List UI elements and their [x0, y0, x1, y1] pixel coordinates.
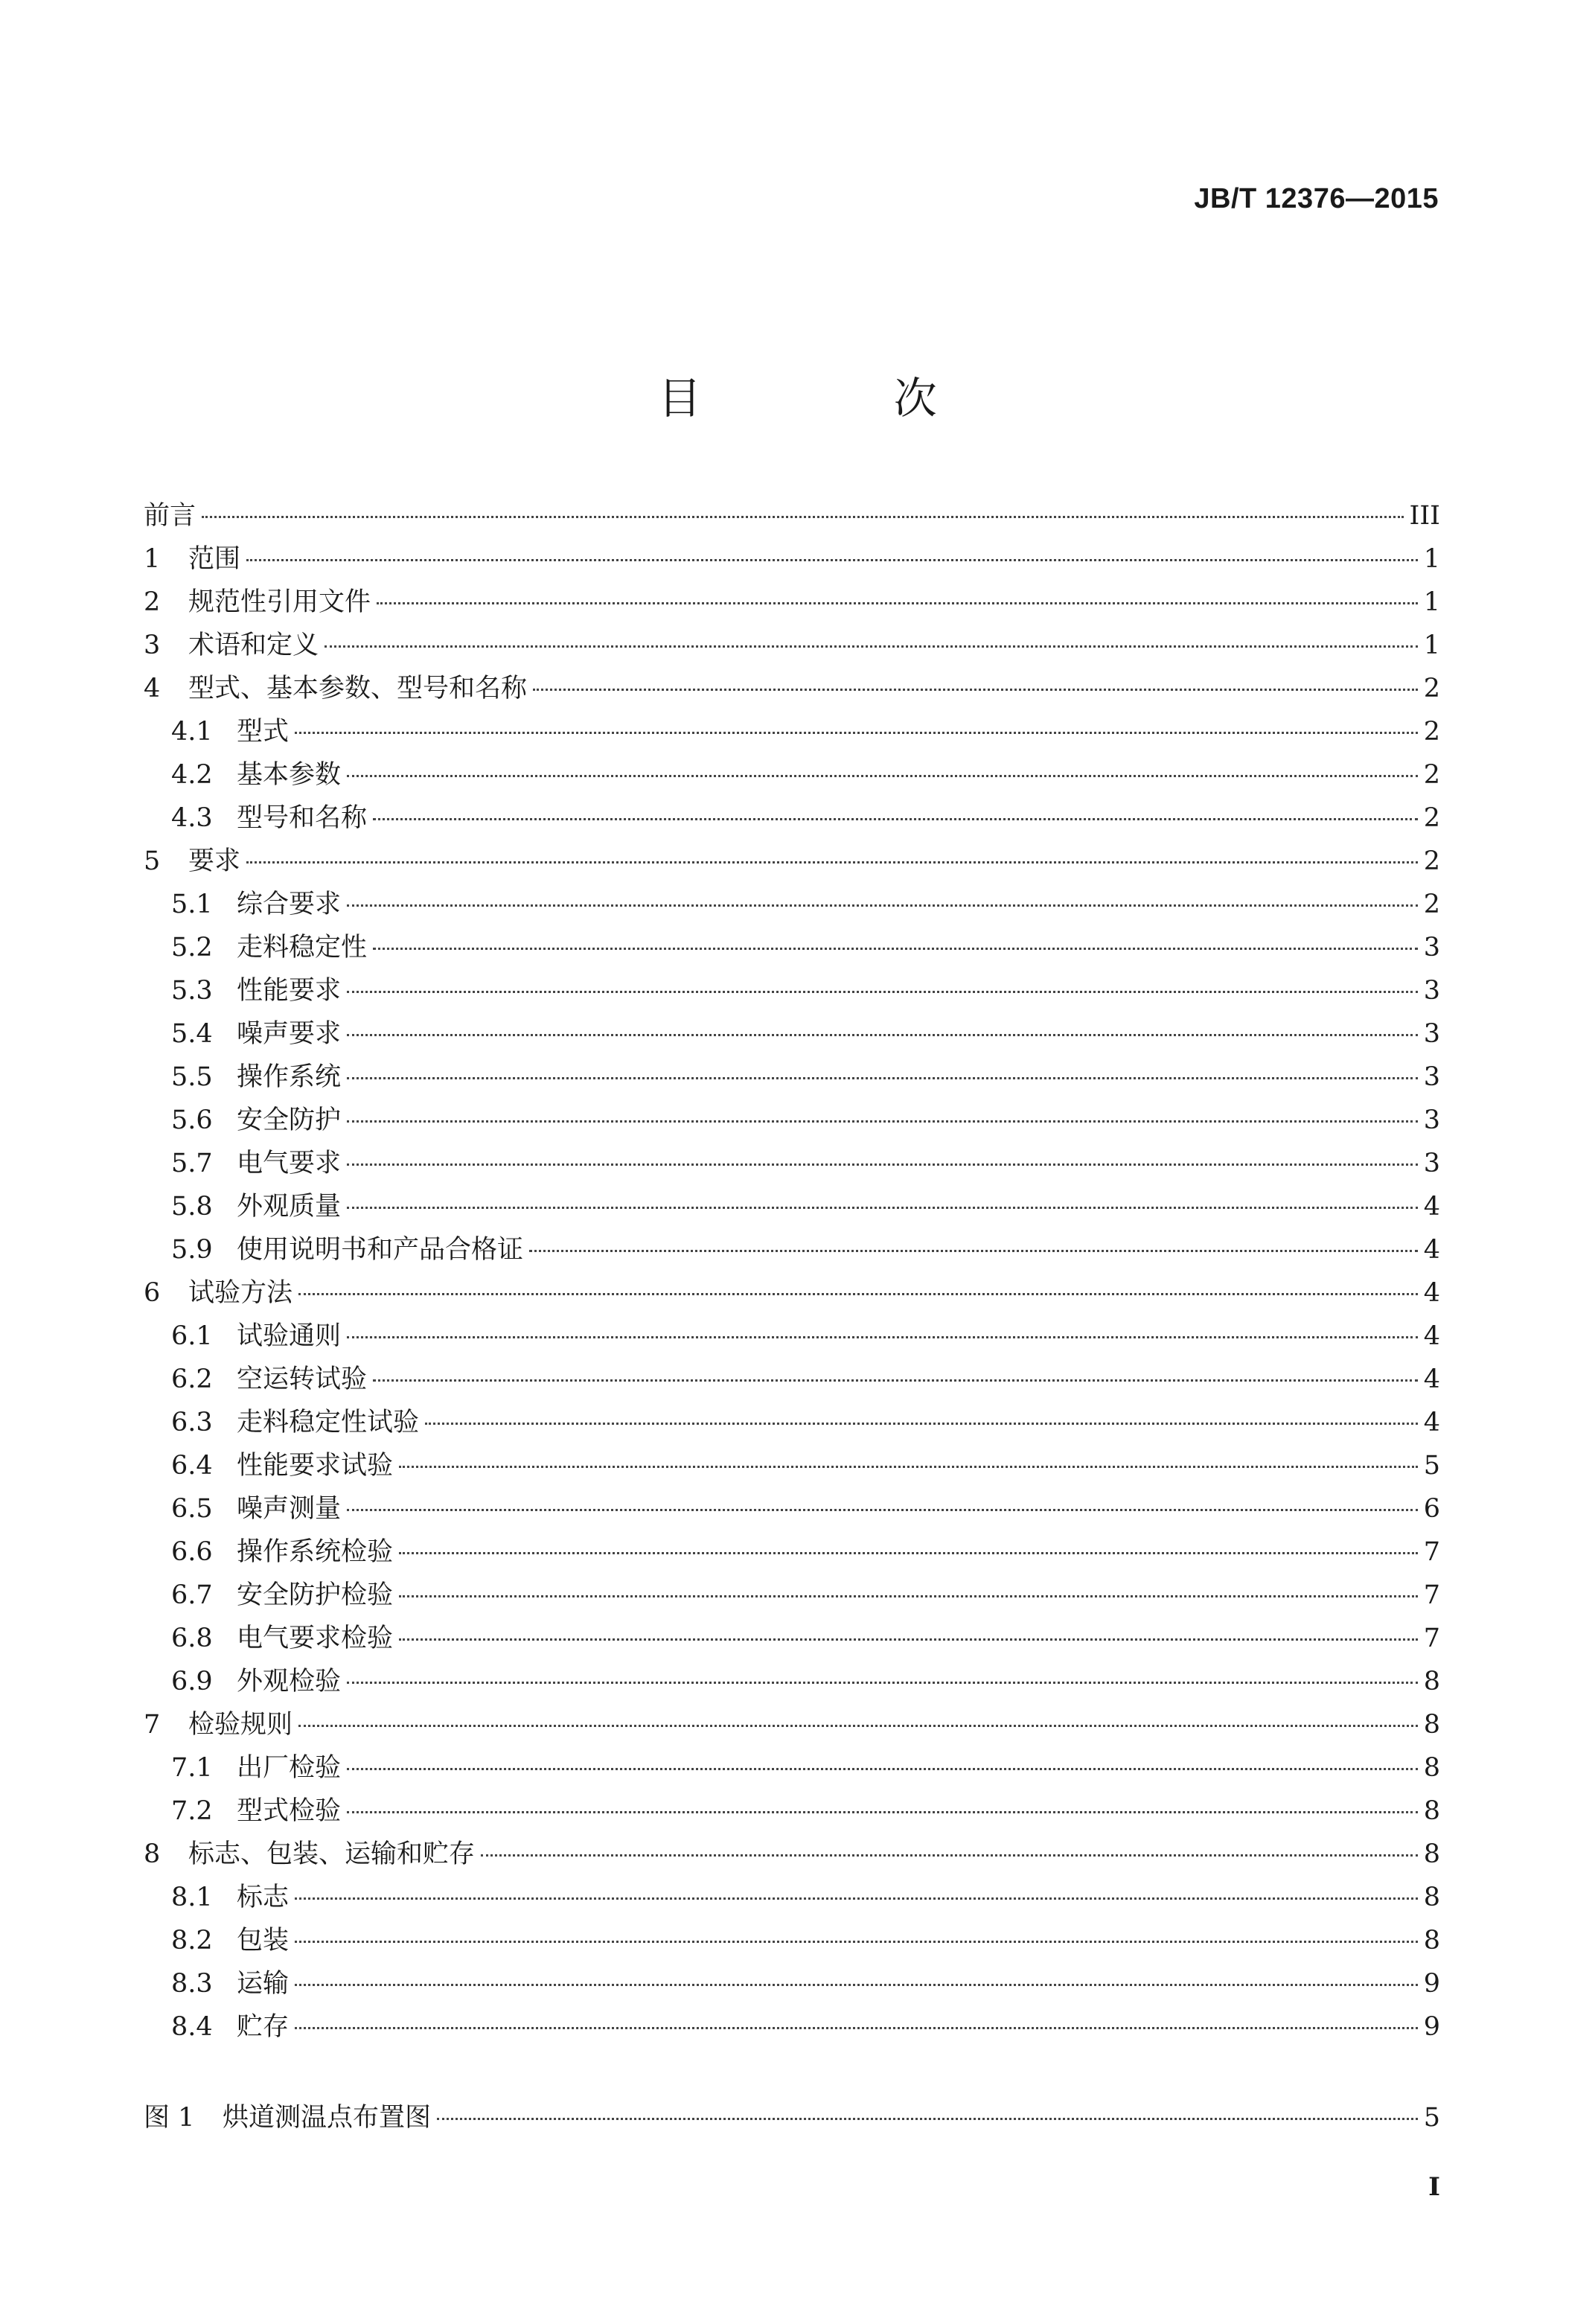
dot-leader: [295, 2027, 1418, 2029]
toc-entry-number: 7.1: [171, 1753, 213, 1783]
toc-entry-title: 外观质量: [237, 1192, 342, 1222]
toc-entry[interactable]: [144, 1703, 1440, 1746]
toc-entry-title: 标志、包装、运输和贮存: [188, 1839, 476, 1869]
toc-entry-title: 综合要求: [237, 890, 342, 919]
toc-entry[interactable]: [144, 883, 1440, 926]
toc-entry-number: 5.1: [171, 890, 213, 919]
toc-entry-page: 3: [1423, 1105, 1440, 1135]
toc-entry-number: 8.3: [171, 1969, 213, 1999]
dot-leader: [246, 559, 1418, 561]
toc-entry-page: 3: [1423, 1019, 1440, 1049]
toc-entry-title: 使用说明书和产品合格证: [237, 1235, 524, 1265]
toc-entry-number: 4.3: [171, 803, 213, 833]
toc-entry-page: 9: [1423, 2012, 1440, 2042]
toc-entry[interactable]: [144, 1012, 1440, 1056]
dot-leader: [533, 689, 1418, 691]
toc-entry-number: 5: [144, 846, 161, 876]
toc-entry-number: 5.9: [171, 1235, 213, 1265]
toc-entry[interactable]: [144, 797, 1440, 840]
toc-entry-title: 要求: [188, 846, 241, 876]
toc-entry-number: 6.5: [171, 1494, 213, 1524]
toc-entry-page: III: [1409, 501, 1440, 531]
toc-entry-page: 7: [1423, 1537, 1440, 1567]
dot-leader: [347, 1034, 1418, 1036]
toc-entry-number: 8.1: [171, 1883, 213, 1912]
dot-leader: [347, 1509, 1418, 1511]
toc-entry[interactable]: [144, 1185, 1440, 1228]
toc-entry-number: 5.8: [171, 1192, 213, 1222]
toc-entry-page: 4: [1423, 1192, 1440, 1222]
toc-entry-page: 7: [1423, 1580, 1440, 1610]
toc-entry[interactable]: [144, 969, 1440, 1012]
toc-entry-number: 5.3: [171, 976, 213, 1006]
toc-entry[interactable]: [144, 581, 1440, 624]
toc-entry[interactable]: [144, 537, 1440, 581]
toc-entry-page: 8: [1423, 1839, 1440, 1869]
dot-leader: [347, 1336, 1418, 1338]
toc-entry[interactable]: [144, 1099, 1440, 1142]
toc-entry-title: 性能要求: [237, 976, 342, 1006]
dot-leader: [347, 1163, 1418, 1166]
toc-entry[interactable]: [144, 1315, 1440, 1358]
toc-entry-title: 检验规则: [188, 1710, 293, 1740]
toc-entry-number: 4.1: [171, 717, 213, 747]
toc-entry-number: 2: [144, 587, 161, 617]
toc-entry-page: 3: [1423, 933, 1440, 963]
figure-title: 烘道测温点布置图: [223, 2103, 432, 2133]
dot-leader: [529, 1250, 1418, 1252]
toc-entry-number: 5.2: [171, 933, 213, 963]
toc-entry[interactable]: [144, 753, 1440, 797]
toc-entry-number: 4.2: [171, 760, 213, 790]
toc-entry-number: 6.6: [171, 1537, 213, 1567]
dot-leader: [399, 1638, 1418, 1641]
toc-entry-number: 6.9: [171, 1667, 213, 1696]
toc-entry[interactable]: [144, 1444, 1440, 1487]
toc-entry-number: 4: [144, 674, 161, 703]
toc-entry-title: 运输: [237, 1969, 290, 1999]
dot-leader: [325, 645, 1418, 648]
toc-entry-title: 基本参数: [237, 760, 342, 790]
toc-entry-number: 5.6: [171, 1105, 213, 1135]
toc-entry[interactable]: [144, 667, 1440, 710]
toc-entry-number: 7.2: [171, 1796, 213, 1826]
dot-leader: [298, 1725, 1418, 1727]
toc-entry-number: 5.4: [171, 1019, 213, 1049]
toc-entry-title: 规范性引用文件: [188, 587, 371, 617]
toc-entry-title: 范围: [188, 544, 241, 574]
toc-entry-number: 6.4: [171, 1451, 213, 1481]
toc-entry[interactable]: [144, 1228, 1440, 1271]
toc-entry-title: 型式检验: [237, 1796, 342, 1826]
toc-entry-number: 3: [144, 631, 161, 660]
dot-leader: [373, 948, 1418, 950]
toc-entry-title: 外观检验: [237, 1667, 342, 1696]
dot-leader: [347, 904, 1418, 907]
toc-entry-title: 型式、基本参数、型号和名称: [188, 674, 528, 703]
toc-entry-number: 5.5: [171, 1062, 213, 1092]
toc-entry-number: 1: [144, 544, 161, 574]
figure-entry[interactable]: [144, 2096, 1440, 2139]
toc-entry[interactable]: [144, 1358, 1440, 1401]
toc-entry-number: 8.2: [171, 1926, 213, 1956]
toc-entry[interactable]: [144, 1617, 1440, 1660]
toc-entry-number: 6.7: [171, 1580, 213, 1610]
toc-heading: 目 次: [658, 373, 1026, 424]
toc-entry-number: 7: [144, 1710, 161, 1740]
dot-leader: [377, 602, 1418, 604]
dot-leader: [481, 1854, 1418, 1857]
toc-entry-title: 操作系统: [237, 1062, 342, 1092]
toc-entry-title: 电气要求: [237, 1149, 342, 1178]
toc-entry[interactable]: [144, 2005, 1440, 2049]
toc-entry-title: 试验方法: [188, 1278, 293, 1308]
toc-entry[interactable]: [144, 1746, 1440, 1790]
dot-leader: [399, 1595, 1418, 1597]
toc-entry-title: 安全防护检验: [237, 1580, 394, 1610]
dot-leader: [399, 1466, 1418, 1468]
dot-leader: [295, 1897, 1418, 1900]
toc-entry[interactable]: [144, 1876, 1440, 1919]
toc-entry-title: 走料稳定性试验: [237, 1408, 420, 1437]
toc-entry-page: 4: [1423, 1235, 1440, 1265]
toc-entry-page: 8: [1423, 1796, 1440, 1826]
toc-entry-page: 2: [1423, 803, 1440, 833]
dot-leader: [399, 1552, 1418, 1554]
table-of-contents: [144, 494, 1440, 2049]
toc-entry-title: 标志: [237, 1883, 290, 1912]
toc-entry-page: 4: [1423, 1364, 1440, 1394]
toc-entry[interactable]: [144, 840, 1440, 883]
toc-entry-title: 性能要求试验: [237, 1451, 394, 1481]
dot-leader: [202, 516, 1404, 518]
dot-leader: [425, 1423, 1418, 1425]
dot-leader: [437, 2118, 1418, 2120]
dot-leader: [373, 1379, 1418, 1382]
toc-entry-page: 8: [1423, 1753, 1440, 1783]
dot-leader: [347, 1682, 1418, 1684]
toc-entry-title: 包装: [237, 1926, 290, 1956]
toc-entry[interactable]: [144, 1790, 1440, 1833]
dot-leader: [347, 1120, 1418, 1123]
toc-entry-title: 出厂检验: [237, 1753, 342, 1783]
dot-leader: [246, 861, 1418, 863]
dot-leader: [347, 991, 1418, 993]
toc-entry-title: 试验通则: [237, 1321, 342, 1351]
toc-entry-title: 空运转试验: [237, 1364, 368, 1394]
dot-leader: [347, 1768, 1418, 1770]
toc-entry[interactable]: [144, 1660, 1440, 1703]
toc-entry-title: 型式: [237, 717, 290, 747]
toc-entry-number: 5.7: [171, 1149, 213, 1178]
toc-entry[interactable]: [144, 1574, 1440, 1617]
toc-entry-title: 型号和名称: [237, 803, 368, 833]
dot-leader: [347, 775, 1418, 777]
dot-leader: [347, 1207, 1418, 1209]
toc-entry-page: 8: [1423, 1883, 1440, 1912]
toc-entry-page: 4: [1423, 1321, 1440, 1351]
toc-entry-title: 电气要求检验: [237, 1624, 394, 1653]
dot-leader: [295, 732, 1418, 734]
toc-entry-page: 1: [1423, 587, 1440, 617]
toc-entry-page: 8: [1423, 1926, 1440, 1956]
toc-entry-number: 6.3: [171, 1408, 213, 1437]
toc-entry[interactable]: [144, 1530, 1440, 1574]
dot-leader: [347, 1077, 1418, 1079]
toc-entry[interactable]: [144, 624, 1440, 667]
toc-entry-page: 9: [1423, 1969, 1440, 1999]
toc-entry-title: 前言: [144, 501, 196, 531]
document-code: JB/T 12376—2015: [1194, 183, 1439, 214]
dot-leader: [295, 1984, 1418, 1986]
toc-entry-page: 1: [1423, 544, 1440, 574]
toc-entry-title: 走料稳定性: [237, 933, 368, 963]
toc-entry-number: 8.4: [171, 2012, 213, 2042]
toc-entry-page: 8: [1423, 1667, 1440, 1696]
toc-entry[interactable]: [144, 1056, 1440, 1099]
toc-entry-page: 1: [1423, 631, 1440, 660]
toc-entry-title: 噪声测量: [237, 1494, 342, 1524]
toc-entry-title: 操作系统检验: [237, 1537, 394, 1567]
toc-entry-page: 2: [1423, 890, 1440, 919]
toc-entry-page: 2: [1423, 760, 1440, 790]
toc-entry-page: 5: [1423, 1451, 1440, 1481]
toc-entry[interactable]: [144, 1919, 1440, 1962]
toc-entry-title: 安全防护: [237, 1105, 342, 1135]
toc-entry-page: 6: [1423, 1494, 1440, 1524]
toc-entry-title: 术语和定义: [188, 631, 319, 660]
figure-page: 5: [1423, 2103, 1440, 2133]
toc-entry[interactable]: [144, 926, 1440, 969]
toc-entry[interactable]: [144, 710, 1440, 753]
toc-entry-number: 8: [144, 1839, 161, 1869]
figure-number: 图 1: [144, 2103, 195, 2133]
dot-leader: [298, 1293, 1418, 1295]
toc-entry-title: 贮存: [237, 2012, 290, 2042]
dot-leader: [373, 818, 1418, 820]
toc-entry-page: 8: [1423, 1710, 1440, 1740]
toc-entry-number: 6: [144, 1278, 161, 1308]
toc-entry[interactable]: [144, 1833, 1440, 1876]
toc-entry-page: 7: [1423, 1624, 1440, 1653]
toc-entry-page: 3: [1423, 1149, 1440, 1178]
toc-entry-page: 2: [1423, 846, 1440, 876]
toc-entry[interactable]: [144, 1962, 1440, 2005]
toc-entry[interactable]: [144, 1271, 1440, 1315]
toc-entry-number: 6.8: [171, 1624, 213, 1653]
toc-entry[interactable]: [144, 1487, 1440, 1530]
toc-entry-page: 2: [1423, 674, 1440, 703]
toc-entry-title: 噪声要求: [237, 1019, 342, 1049]
toc-entry-page: 3: [1423, 976, 1440, 1006]
toc-entry-number: 6.1: [171, 1321, 213, 1351]
toc-entry[interactable]: [144, 494, 1440, 537]
page-number: I: [1428, 2172, 1440, 2202]
toc-entry[interactable]: [144, 1142, 1440, 1185]
toc-entry-page: 2: [1423, 717, 1440, 747]
toc-entry-page: 3: [1423, 1062, 1440, 1092]
toc-entry-page: 4: [1423, 1278, 1440, 1308]
toc-entry-number: 6.2: [171, 1364, 213, 1394]
toc-entry[interactable]: [144, 1401, 1440, 1444]
toc-entry-page: 4: [1423, 1408, 1440, 1437]
dot-leader: [347, 1811, 1418, 1813]
dot-leader: [295, 1941, 1418, 1943]
